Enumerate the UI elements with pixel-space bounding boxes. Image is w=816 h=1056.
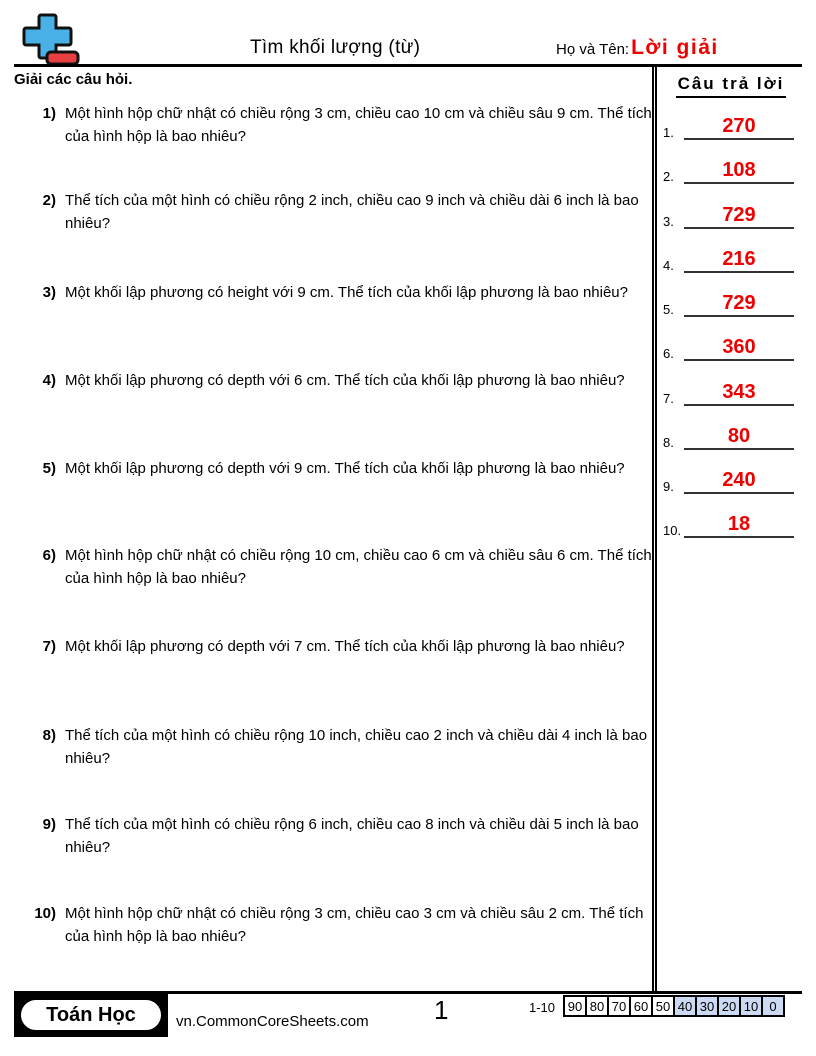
subject-badge-label: Toán Học: [19, 998, 163, 1032]
answer-value: 216: [684, 248, 794, 273]
question-number: 2): [42, 192, 56, 209]
answer-row-5: [660, 287, 802, 317]
answer-key-label: Lời giải: [631, 36, 719, 59]
question-number: 9): [42, 816, 56, 833]
question-item-3: [30, 281, 652, 304]
answer-number: 9.: [663, 479, 674, 494]
question-number: 10): [34, 905, 56, 922]
grade-cell: 90: [564, 996, 586, 1016]
answer-number: 1.: [663, 125, 674, 140]
grade-cell: 30: [696, 996, 718, 1016]
answer-value: 270: [684, 115, 794, 140]
name-label: Họ và Tên:: [556, 41, 630, 58]
answer-value: 343: [684, 381, 794, 406]
answer-number: 8.: [663, 435, 674, 450]
question-item-9: [30, 813, 652, 859]
answer-value: 108: [684, 159, 794, 184]
question-text: Một hình hộp chữ nhật có chiều rộng 3 cm, chiều cao 10 cm và chiều sâu 9 cm. Thể tích của hình hộp là bao nhiêu?: [65, 105, 652, 145]
answer-value: 240: [684, 469, 794, 494]
question-number: 3): [42, 284, 56, 301]
instructions-text: Giải các câu hỏi.: [14, 71, 133, 88]
question-item-2: [30, 189, 652, 235]
answer-row-10: [660, 508, 802, 538]
answer-number: 6.: [663, 346, 674, 361]
question-number: 6): [42, 547, 56, 564]
question-text: Một khối lập phương có depth với 6 cm. Thể tích của khối lập phương là bao nhiêu?: [65, 372, 625, 389]
grade-cell: 0: [762, 996, 784, 1016]
answer-number: 7.: [663, 391, 674, 406]
answer-row-4: [660, 243, 802, 273]
question-item-6: [30, 544, 652, 590]
answer-value: 729: [684, 204, 794, 229]
grade-cell: 70: [608, 996, 630, 1016]
answer-number: 4.: [663, 258, 674, 273]
question-text: Thể tích của một hình có chiều rộng 10 inch, chiều cao 2 inch và chiều dài 4 inch là bao nhiêu?: [65, 727, 648, 767]
answer-number: 2.: [663, 169, 674, 184]
question-text: Một hình hộp chữ nhật có chiều rộng 3 cm, chiều cao 3 cm và chiều sâu 2 cm. Thể tích của hình hộp là bao nhiêu?: [65, 905, 644, 945]
answer-row-8: [660, 420, 802, 450]
subject-badge: [14, 994, 168, 1037]
question-item-10: [30, 902, 652, 948]
answer-number: 10.: [663, 523, 682, 538]
plus-minus-icon: [16, 12, 80, 71]
grade-cell: 20: [718, 996, 740, 1016]
question-item-8: [30, 724, 652, 770]
answer-row-9: [660, 464, 802, 494]
grade-scale-range-label: 1-10: [529, 1000, 556, 1015]
answer-row-3: [660, 199, 802, 229]
question-item-4: [30, 369, 652, 392]
grade-cell: 10: [740, 996, 762, 1016]
question-number: 8): [42, 727, 56, 744]
question-text: Một khối lập phương có depth với 9 cm. Thể tích của khối lập phương là bao nhiêu?: [65, 460, 625, 477]
answer-value: 18: [684, 513, 794, 538]
question-number: 5): [42, 460, 56, 477]
question-item-5: [30, 457, 652, 480]
answer-value: 80: [684, 425, 794, 450]
column-divider: [652, 67, 657, 993]
question-text: Một khối lập phương có height với 9 cm. Thể tích của khối lập phương là bao nhiêu?: [65, 284, 628, 301]
question-number: 4): [42, 372, 56, 389]
answer-value: 729: [684, 292, 794, 317]
grade-scale-row: [564, 996, 784, 1016]
question-text: Thể tích của một hình có chiều rộng 2 inch, chiều cao 9 inch và chiều dài 6 inch là bao nhiêu?: [65, 192, 639, 232]
question-number: 7): [42, 638, 56, 655]
page-title: Tìm khối lượng (từ): [250, 37, 421, 58]
grade-scale-table: [563, 995, 785, 1017]
answer-row-2: [660, 154, 802, 184]
question-number: 1): [42, 105, 56, 122]
answer-number: 3.: [663, 214, 674, 229]
question-text: Một hình hộp chữ nhật có chiều rộng 10 cm, chiều cao 6 cm và chiều sâu 6 cm. Thể tích của hình hộp là bao nhiêu?: [65, 547, 652, 587]
grade-cell: 60: [630, 996, 652, 1016]
answer-value: 360: [684, 336, 794, 361]
question-item-7: [30, 635, 652, 658]
answer-number: 5.: [663, 302, 674, 317]
header-divider: [14, 64, 802, 67]
answer-row-7: [660, 376, 802, 406]
question-text: Thể tích của một hình có chiều rộng 6 inch, chiều cao 8 inch và chiều dài 5 inch là bao nhiêu?: [65, 816, 639, 856]
question-text: Một khối lập phương có depth với 7 cm. Thể tích của khối lập phương là bao nhiêu?: [65, 638, 625, 655]
answer-row-1: [660, 110, 802, 140]
answer-row-6: [660, 331, 802, 361]
page-number: 1: [434, 995, 449, 1025]
question-item-1: [30, 102, 652, 148]
answers-panel-title: Câu trả lời: [660, 74, 802, 98]
grade-cell: 80: [586, 996, 608, 1016]
grade-cell: 40: [674, 996, 696, 1016]
website-link: vn.CommonCoreSheets.com: [176, 1013, 369, 1030]
grade-cell: 50: [652, 996, 674, 1016]
name-row: [556, 36, 719, 60]
